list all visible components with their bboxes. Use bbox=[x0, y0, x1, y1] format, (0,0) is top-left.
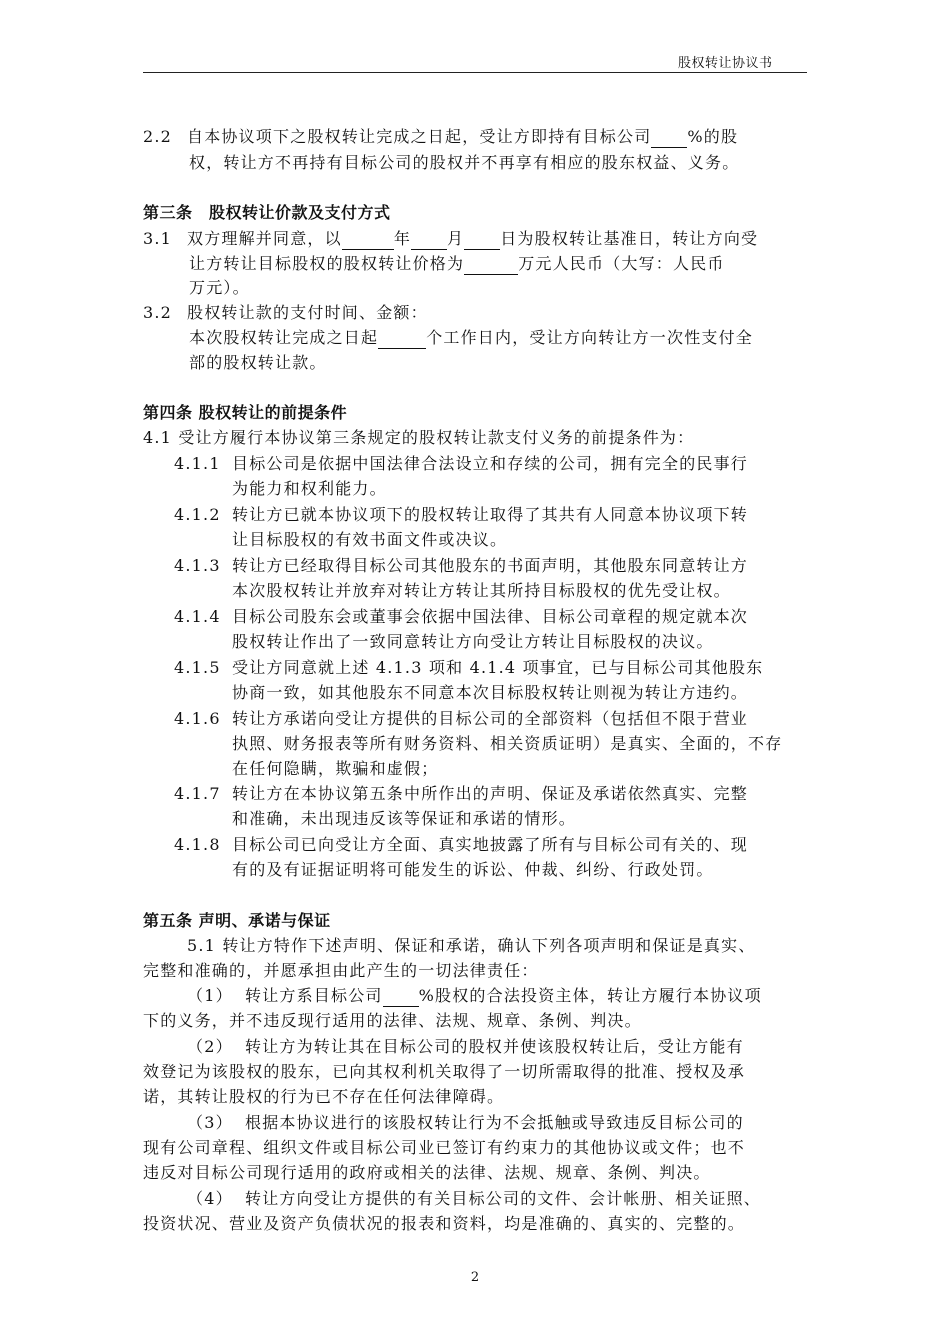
clause-number: 2.2 bbox=[143, 127, 173, 146]
paragraph-number: （2） bbox=[187, 1037, 233, 1056]
paragraph-number: （1） bbox=[187, 986, 233, 1005]
clause-5-1-line-1: 5.1 转让方特作下述声明、保证和承诺，确认下列各项声明和保证是真实、 bbox=[187, 936, 756, 955]
clause-number: 4.1.4 bbox=[174, 607, 221, 626]
blank-field bbox=[411, 231, 447, 250]
clause-3-1-line-3: 万元）。 bbox=[189, 278, 250, 297]
clause-number: 4.1.5 bbox=[174, 658, 221, 677]
paragraph-number: （3） bbox=[187, 1113, 233, 1132]
clause-3-2-line-2: 本次股权转让完成之日起 个工作日内，受让方向转让方一次性支付全 bbox=[189, 328, 754, 347]
article-3-heading: 第三条 股权转让价款及支付方式 bbox=[143, 203, 391, 222]
page-number: 2 bbox=[470, 1270, 480, 1285]
clause-number: 4.1.3 bbox=[174, 556, 221, 575]
paragraph-number: （4） bbox=[187, 1189, 233, 1208]
blank-field bbox=[464, 231, 500, 250]
header-rule bbox=[143, 72, 807, 73]
clause-3-1-line-1: 3.1 双方理解并同意，以 年 月 日为股权转让基准日，转让方向受 bbox=[143, 229, 759, 248]
blank-field bbox=[383, 988, 419, 1007]
clause-number: 3.2 bbox=[143, 303, 173, 322]
clause-4-1-intro: 4.1 受让方履行本协议第三条规定的股权转让款支付义务的前提条件为： bbox=[143, 428, 695, 447]
blank-field bbox=[464, 256, 518, 275]
clause-number: 4.1.8 bbox=[174, 835, 221, 854]
article-4-heading: 第四条 股权转让的前提条件 bbox=[143, 403, 348, 422]
clause-5-1-line-2: 完整和准确的，并愿承担由此产生的一切法律责任： bbox=[143, 961, 539, 980]
blank-field bbox=[378, 330, 426, 349]
clause-3-1-line-2: 让方转让目标股权的股权转让价格为 万元人民币（大写：人民币 bbox=[189, 254, 725, 273]
clause-number: 4.1.2 bbox=[174, 505, 221, 524]
header-title: 股权转让协议书 bbox=[678, 56, 773, 71]
clause-number: 4.1.7 bbox=[174, 784, 221, 803]
clause-3-2-line-1: 3.2 股权转让款的支付时间、金额： bbox=[143, 303, 428, 322]
clause-number: 4.1.1 bbox=[174, 454, 221, 473]
clause-2-2-line-1: 2.2 自本协议项下之股权转让完成之日起，受让方即持有目标公司 %的股 bbox=[143, 127, 739, 146]
blank-field bbox=[342, 231, 394, 250]
clause-number: 4.1.6 bbox=[174, 709, 221, 728]
clause-number: 3.1 bbox=[143, 229, 173, 248]
clause-3-2-line-3: 部的股权转让款。 bbox=[189, 353, 327, 372]
blank-field bbox=[651, 129, 687, 148]
clause-2-2-line-2: 权，转让方不再持有目标公司的股权并不再享有相应的股东权益、义务。 bbox=[189, 153, 740, 172]
article-5-heading: 第五条 声明、承诺与保证 bbox=[143, 911, 331, 930]
